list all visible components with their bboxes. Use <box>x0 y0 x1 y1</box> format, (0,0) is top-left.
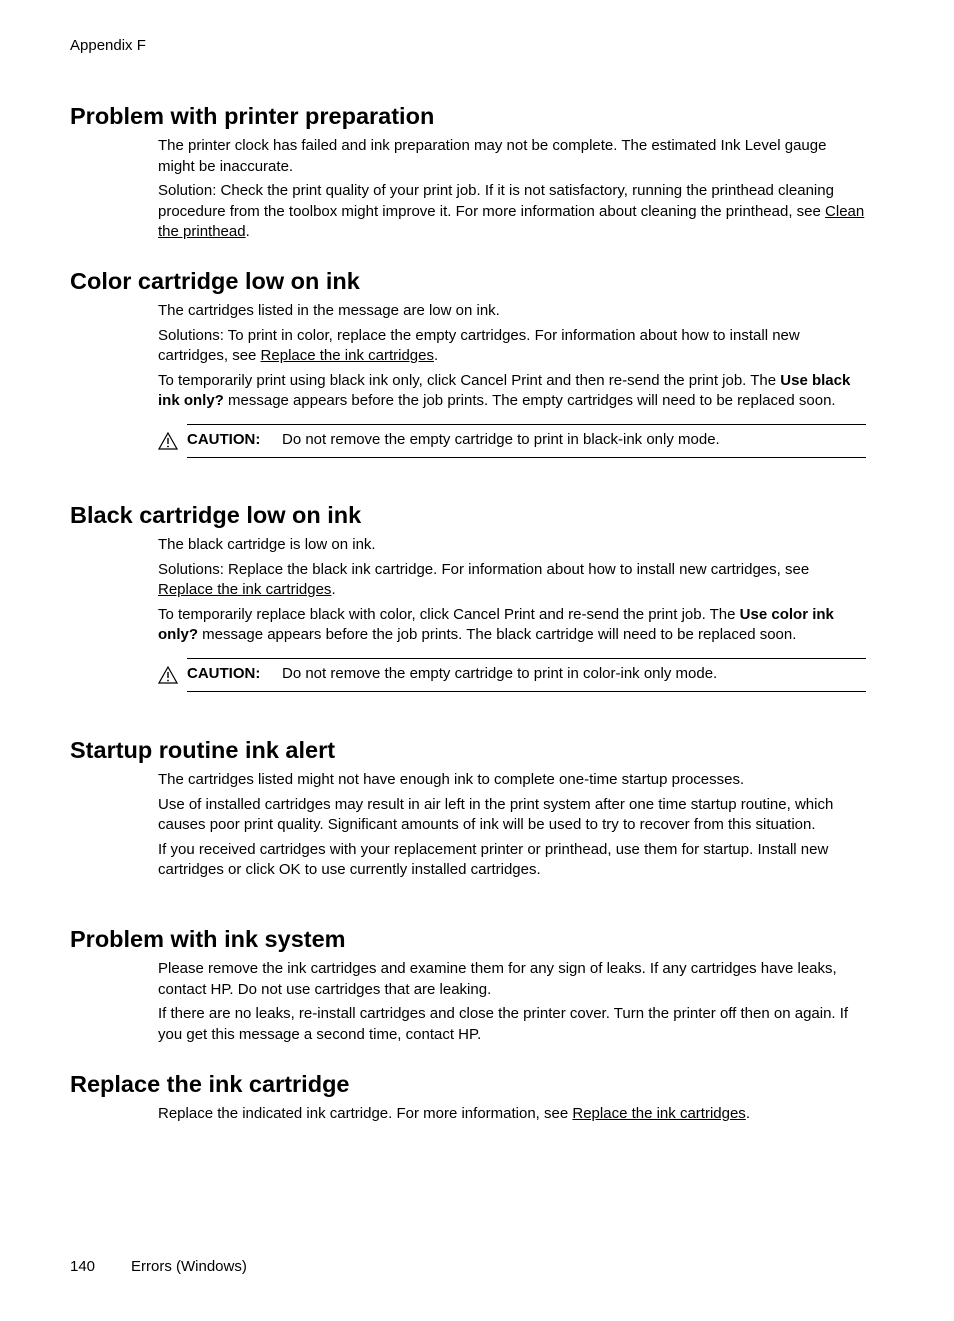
paragraph: Please remove the ink cartridges and examine them for any sign of leaks. If any cartridges have leaks, contact HP. Do not use cartridges that are leaking. <box>158 960 837 998</box>
link-replace-ink-cartridges[interactable]: Replace the ink cartridges <box>260 347 434 364</box>
text-run: . <box>245 223 250 240</box>
section-body <box>158 535 866 692</box>
section-body <box>158 136 866 243</box>
warning-triangle-icon <box>158 666 178 684</box>
text-run: Solution: Check the print quality of your print job. If it is not satisfactory, running the printhead cleaning procedure from the toolbox might improve it. For more information about cleaning the printhead, see <box>158 182 834 220</box>
section-startup-ink-alert <box>70 736 866 885</box>
text-run: . <box>331 581 336 598</box>
bold-message: Use color ink only? <box>158 605 834 643</box>
warning-triangle-icon <box>158 432 178 450</box>
text-run: message appears before the job prints. The black cartridge will need to be replaced soon. <box>198 626 797 643</box>
running-header: Appendix F <box>70 37 146 54</box>
paragraph <box>158 326 866 367</box>
paragraph: The cartridges listed might not have enough ink to complete one-time startup processes. <box>158 771 745 788</box>
paragraph <box>158 181 866 243</box>
caution-label: CAUTION: <box>187 430 261 448</box>
paragraph <box>158 1104 866 1125</box>
paragraph <box>158 371 866 412</box>
divider <box>187 658 866 659</box>
section-body <box>158 1104 866 1125</box>
divider <box>187 424 866 425</box>
text-run: Replace the indicated ink cartridge. For more information, see <box>158 1105 573 1122</box>
divider <box>187 691 866 692</box>
section-title: Color cartridge low on ink <box>70 268 360 294</box>
link-clean-printhead[interactable]: Clean the printhead <box>158 202 865 240</box>
caution-box <box>158 424 866 458</box>
section-title: Replace the ink cartridge <box>70 1071 350 1097</box>
text-run: message appears before the job prints. The empty cartridges will need to be replaced soon. <box>223 392 836 409</box>
divider <box>187 457 866 458</box>
paragraph <box>158 605 866 646</box>
paragraph: The black cartridge is low on ink. <box>158 536 376 553</box>
text-run: To temporarily replace black with color, click Cancel Print and re-send the print job. The <box>158 605 740 623</box>
paragraph <box>158 560 866 601</box>
section-body <box>158 959 866 1045</box>
caution-text: Do not remove the empty cartridge to print in color-ink only mode. <box>282 664 718 682</box>
section-body <box>158 301 866 458</box>
text-run: Solutions: Replace the black ink cartridge. For information about how to install new cartridges, see <box>158 560 810 578</box>
footer-section-name: Errors (Windows) <box>131 1258 247 1275</box>
bold-message: Use black ink only? <box>158 371 851 409</box>
link-replace-ink-cartridges[interactable]: Replace the ink cartridges <box>572 1105 746 1122</box>
paragraph: The printer clock has failed and ink preparation may not be complete. The estimated Ink Level gauge might be inaccurate. <box>158 137 827 175</box>
section-title: Problem with printer preparation <box>70 103 435 129</box>
paragraph: If you received cartridges with your replacement printer or printhead, use them for startup. Install new cartridges or click OK to use currently installed cartridges. <box>158 840 829 878</box>
section-title: Black cartridge low on ink <box>70 502 362 528</box>
caution-box <box>158 658 866 692</box>
section-title: Startup routine ink alert <box>70 737 336 763</box>
paragraph: The cartridges listed in the message are low on ink. <box>158 302 500 319</box>
page-number: 140 <box>70 1258 96 1275</box>
section-replace-ink-cartridge <box>70 1070 866 1129</box>
text-run: Solutions: To print in color, replace the empty cartridges. For information about how to install new cartridges, see <box>158 326 800 364</box>
section-color-cartridge-low <box>70 267 866 458</box>
section-body <box>158 770 866 881</box>
text-run: . <box>745 1105 750 1122</box>
caution-label: CAUTION: <box>187 664 261 682</box>
link-replace-ink-cartridges[interactable]: Replace the ink cartridges <box>158 581 332 598</box>
section-black-cartridge-low <box>70 501 866 692</box>
section-printer-preparation <box>70 102 866 247</box>
text-run: . <box>433 347 439 364</box>
text-run: To temporarily print using black ink only, click Cancel Print and then re-send the print job. The <box>158 371 781 389</box>
section-title: Problem with ink system <box>70 926 346 952</box>
section-ink-system-problem <box>70 925 866 1049</box>
paragraph: If there are no leaks, re-install cartridges and close the printer cover. Turn the printer off then on again. If you get this message a second time, contact HP. <box>158 1005 849 1043</box>
caution-text: Do not remove the empty cartridge to print in black-ink only mode. <box>282 430 720 448</box>
paragraph: Use of installed cartridges may result in air left in the print system after one time startup routine, which causes poor print quality. Significant amounts of ink will be used to try to recover from this situation. <box>158 795 834 833</box>
